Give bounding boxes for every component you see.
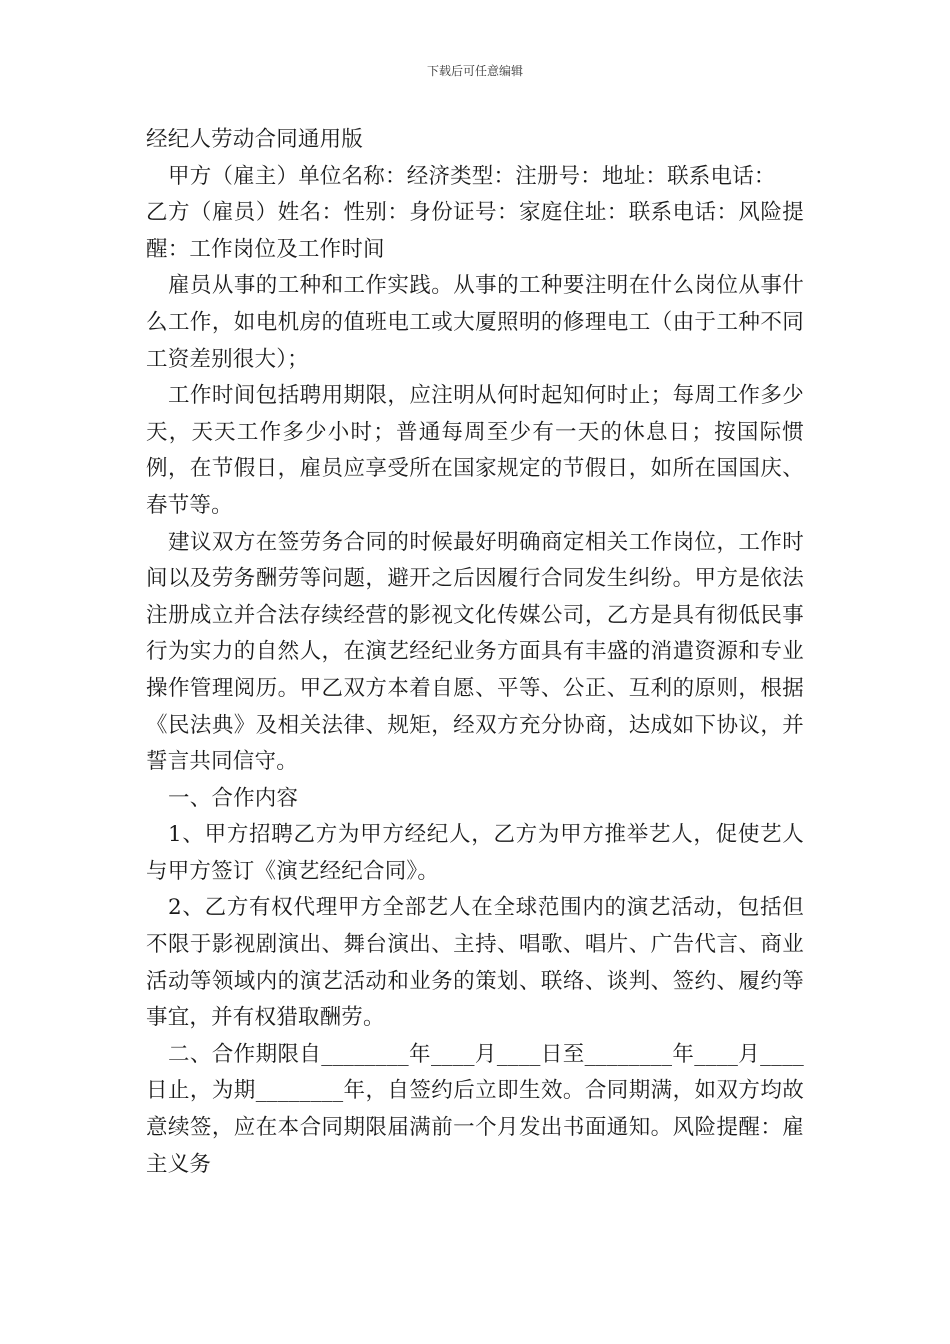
section-term: 二、合作期限自________年____月____日至________年____月____日止，为期________年，自签约后立即生效。合同期满，如双方均故意续签，应在本合同期限届满前一个月发出书面通知。风险提醒：雇主义务 xyxy=(146,1041,804,1177)
paragraph-agreement-preamble: 建议双方在签劳务合同的时候最好明确商定相关工作岗位，工作时间以及劳务酬劳等问题，避开之后因履行合同发生纠纷。甲方是依法注册成立并合法存续经营的影视文化传媒公司，乙方是具有彻低民事行为实力的自然人，在演艺经纪业务方面具有丰盛的消遣资源和专业操作管理阅历。甲乙双方本着自愿、平等、公正、互利的原则，根据《民法典》及相关法律、规矩，经双方充分协商，达成如下协议，并誓言共同信守。 xyxy=(146,529,804,775)
paragraph-job-type: 雇员从事的工种和工作实践。从事的工种要注明在什么岗位从事什么工作，如电机房的值班电工或大厦照明的修理电工（由于工种不同工资差别很大）； xyxy=(146,273,804,372)
clause-2: 2、乙方有权代理甲方全部艺人在全球范围内的演艺活动，包括但不限于影视剧演出、舞台演出、主持、唱歌、唱片、广告代言、商业活动等领域内的演艺活动和业务的策划、联络、谈判、签约、履约等事宜，并有权猎取酬劳。 xyxy=(146,895,804,1031)
paragraph-work-time: 工作时间包括聘用期限，应注明从何时起知何时止；每周工作多少天，天天工作多少小时；普通每周至少有一天的休息日；按国际惯例，在节假日，雇员应享受所在国家规定的节假日，如所在国国庆、春节等。 xyxy=(146,383,804,518)
paragraph-employee-info: 乙方（雇员）姓名：性别：身份证号：家庭住址：联系电话：风险提醒：工作岗位及工作时间 xyxy=(146,200,804,262)
document-title: 经纪人劳动合同通用版 xyxy=(146,127,364,152)
page-header-note: 下载后可任意编辑 xyxy=(426,64,523,78)
section-heading-cooperation: 一、合作内容 xyxy=(168,785,299,811)
document-body xyxy=(146,122,804,1183)
clause-1: 1、甲方招聘乙方为甲方经纪人，乙方为甲方推举艺人，促使艺人与甲方签订《演艺经纪合同》。 xyxy=(146,822,804,884)
paragraph-employer-info: 甲方（雇主）单位名称：经济类型：注册号：地址：联系电话： xyxy=(168,163,776,189)
